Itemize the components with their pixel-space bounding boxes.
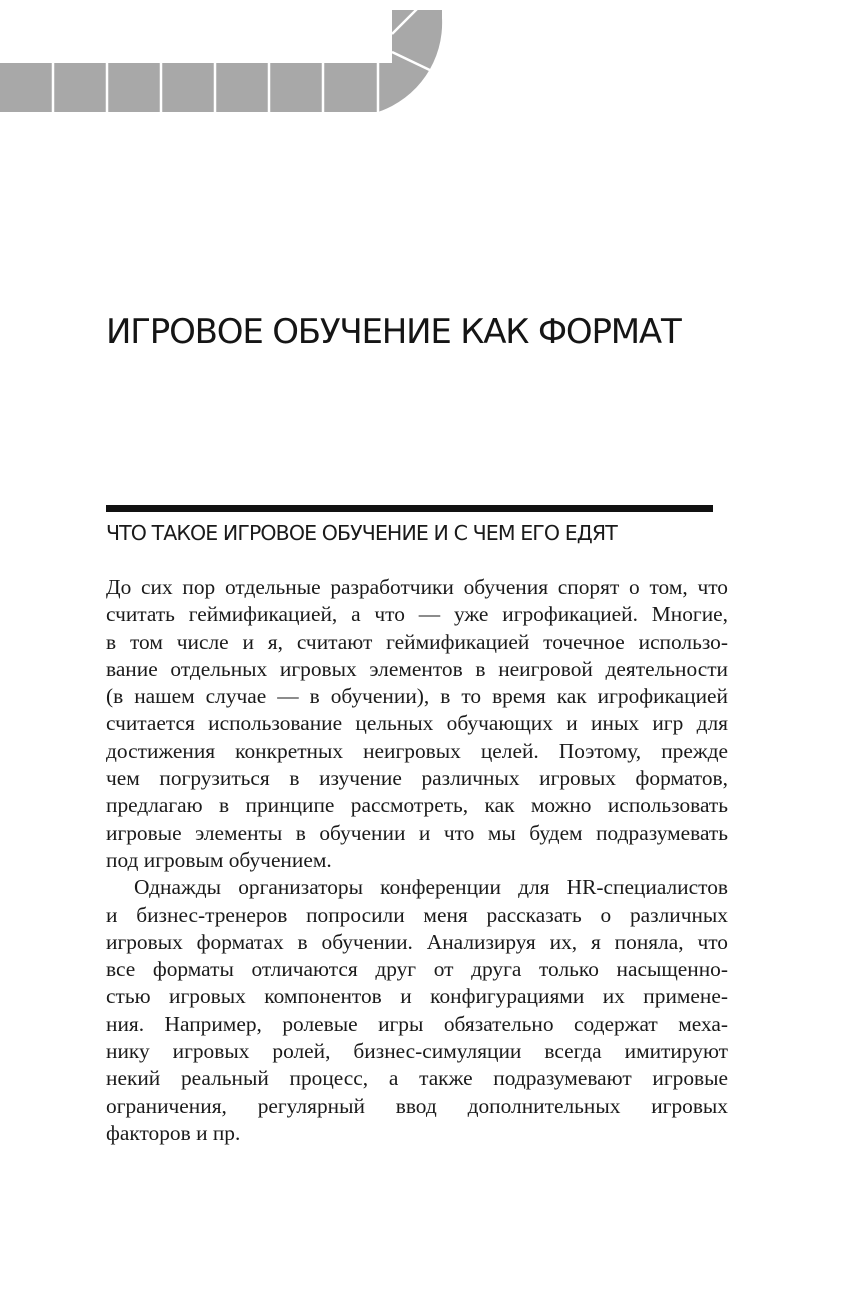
section-divider	[106, 505, 713, 512]
paragraph-2	[106, 874, 728, 1147]
text-line: стью игровых компонентов и конфигурациями их примене-	[106, 984, 728, 1009]
text-line: Однажды организаторы конференции для HR-специалистов	[134, 875, 728, 900]
text-line: (в нашем случае — в обучении), в то время как игрофикацией	[106, 684, 728, 709]
text-line: и бизнес-тренеров попросили меня рассказать о различных	[106, 902, 728, 927]
text-line: предлагаю в принципе рассмотреть, как можно использовать	[106, 793, 728, 818]
text-line: некий реальный процесс, а также подразумевают игровые	[106, 1066, 728, 1091]
text-line: в том числе и я, считают геймификацией точечное использо-	[106, 629, 728, 654]
text-line: ния. Например, ролевые игры обязательно содержат меха-	[106, 1011, 728, 1036]
chapter-title: ИГРОВОЕ ОБУЧЕНИЕ КАК ФОРМАТ	[106, 312, 681, 352]
section-title: ЧТО ТАКОЕ ИГРОВОЕ ОБУЧЕНИЕ И С ЧЕМ ЕГО ЕДЯТ	[106, 521, 617, 545]
text-line: ограничения, регулярный ввод дополнительных игровых	[106, 1093, 728, 1118]
text-line: факторов и пр.	[106, 1120, 241, 1145]
text-line: все форматы отличаются друг от друга только насыщенно-	[106, 957, 728, 982]
text-line: игровых форматах в обучении. Анализируя их, я поняла, что	[106, 929, 728, 954]
text-line: игровые элементы в обучении и что мы будем подразумевать	[106, 820, 728, 845]
text-line: достижения конкретных неигровых целей. Поэтому, прежде	[106, 738, 728, 763]
paragraph-1	[106, 574, 728, 874]
header-road-decoration	[0, 0, 450, 120]
text-line: считать геймификацией, а что — уже игрофикацией. Многие,	[106, 602, 728, 627]
text-line: нику игровых ролей, бизнес-симуляции всегда имитируют	[106, 1039, 728, 1064]
text-line: До сих пор отдельные разработчики обучения спорят о том, что	[106, 575, 728, 599]
text-line: чем погрузиться в изучение различных игровых форматов,	[106, 766, 728, 791]
text-line: под игровым обучением.	[106, 847, 332, 872]
body-text	[106, 574, 728, 1147]
text-line: вание отдельных игровых элементов в неигровой деятельности	[106, 656, 728, 681]
text-line: считается использование цельных обучающих и иных игр для	[106, 711, 728, 736]
road-shape	[0, 10, 442, 112]
